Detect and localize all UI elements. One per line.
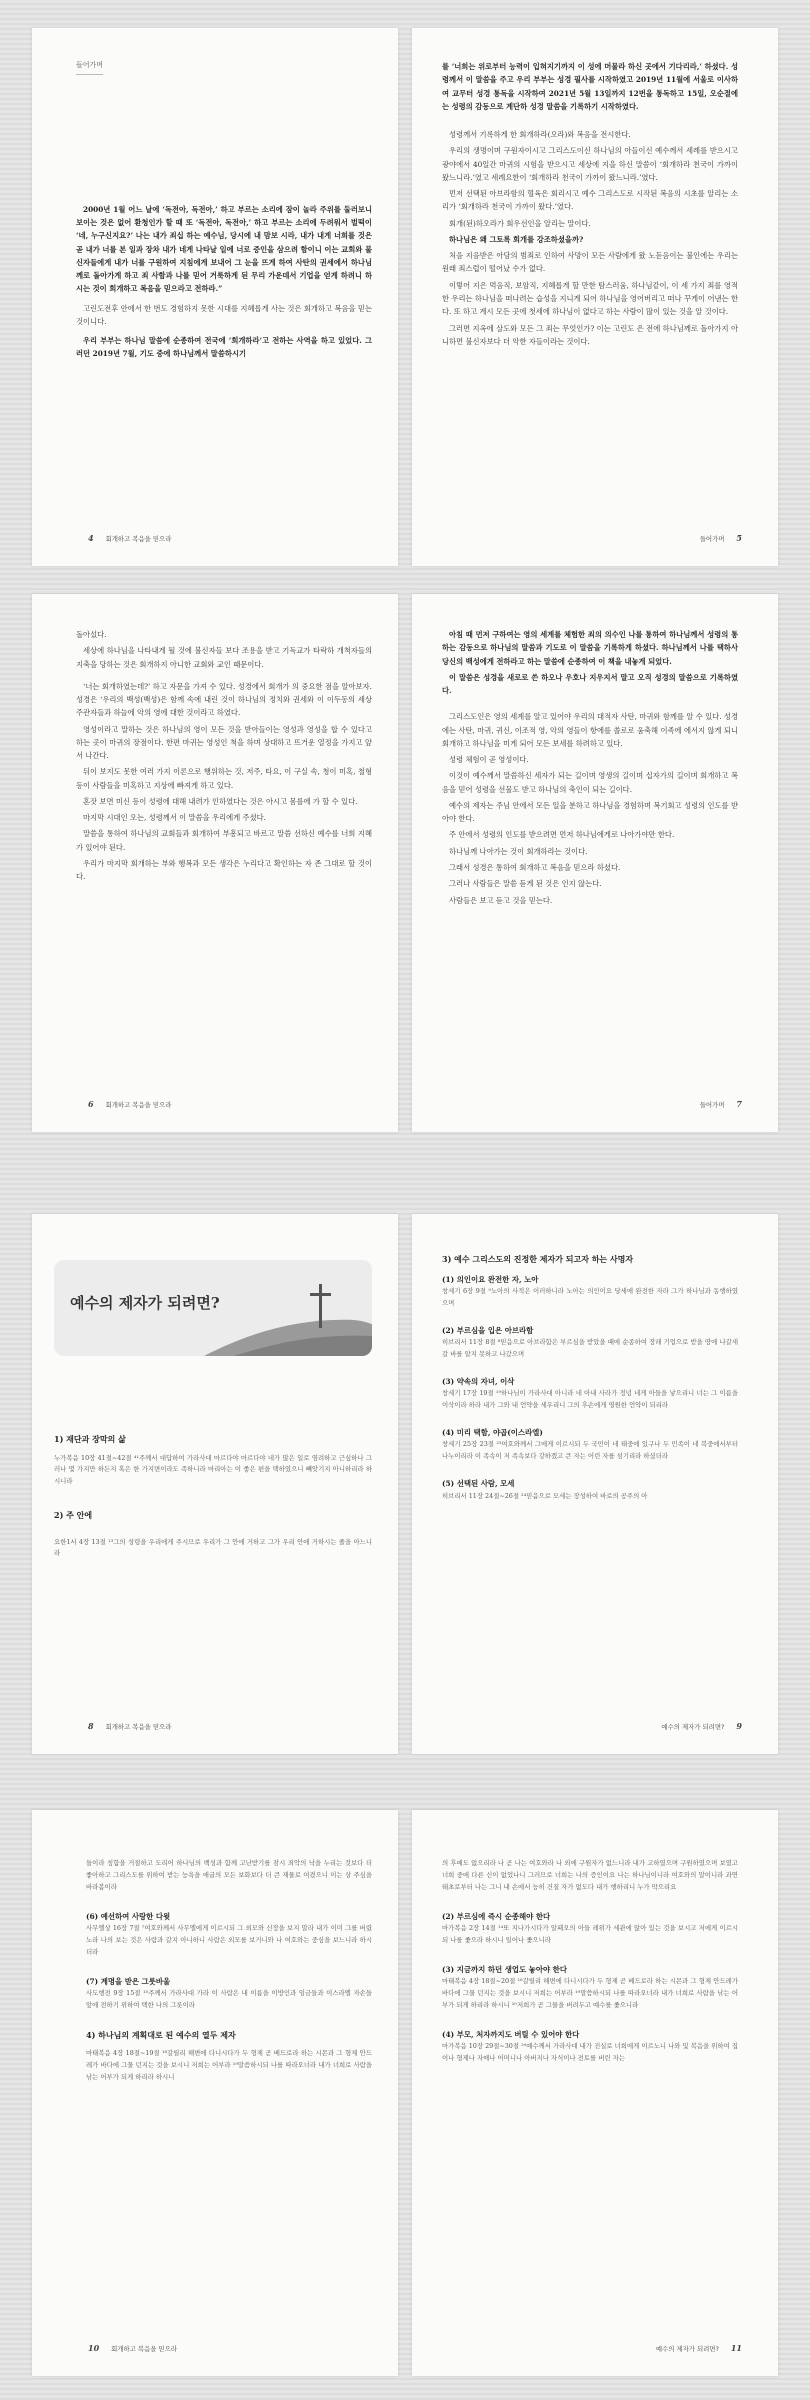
page-footer: [700, 1097, 742, 1112]
scripture-reference: 사도행전 9장 15절 ¹⁵주께서 가라사대 가라 이 사람은 내 이름을 이방인과 임금들과 이스라엘 자손들 앞에 전하기 위하여 택한 나의 그릇이라: [86, 1989, 372, 2009]
hill-cross-illustration: [54, 1260, 372, 1356]
item-title: (2) 부르심에 즉시 순종해야 한다: [442, 1911, 551, 1921]
paragraph: 사람들은 보고 듣고 것을 믿는다.: [449, 895, 553, 905]
page-6: [32, 594, 398, 1132]
page-number: 10: [88, 2343, 100, 2354]
page-number: 8: [88, 1721, 94, 1732]
paragraph: 이렇어 지은 먹음직, 보암직, 지혜롭게 할 만한 탐스러움, 하나님같이, 이 세 가지 죄를 영적한 우리는 하나님을 떠나려는 습성을 지니게 되어 하나님을 영어버리고 떠나 꾸게이 어낸는 한다. 또 하고 계시 모든 곳에 첫세에 하나님이 없다고 하는 사람이 많이 있는 것을 알 것이다.: [442, 280, 738, 317]
running-title: 회개하고 복음을 믿으라: [105, 535, 172, 544]
page-number: 6: [88, 1099, 94, 1110]
page-number: 11: [730, 2343, 742, 2354]
paragraph: 하나님께 나아가는 것이 회개하라는 것이다.: [449, 846, 588, 856]
paragraph: 성령께서 기록하게 한 회개하라(오라)와 복음을 전시한다.: [449, 130, 631, 140]
paragraph: 그리스도인은 영의 세계를 알고 있어야 우리의 대적자 사탄, 마귀와 함께를 알 수 있다. 성경에는 사탄, 마귀, 귀신, 이조적 영, 악의 영들이 항에를 쏠로로 움축해 이족에 에서지 않게 되니 회개하고 하나님을 미게 되어 모든 보세를 하려하고 있다.: [442, 712, 738, 748]
item-title: (7) 계명을 받은 그룻바울: [86, 1976, 171, 1986]
paragraph: 말씀을 통하여 하나님의 교회들과 회개하여 부흥되고 바르고 말씀 선하신 예수를 너희 지혜가 있어야 된다.: [76, 829, 372, 852]
page-10: [32, 1810, 398, 2376]
page-number: 5: [736, 533, 742, 544]
page-number: 7: [736, 1099, 742, 1110]
running-title: 회개하고 복음을 믿으라: [105, 1101, 172, 1110]
page-8: [32, 1214, 398, 1754]
item-title: (2) 부르심을 입은 아브라함: [442, 1325, 534, 1335]
scripture-reference: 마가복음 2장 14절 ¹⁴또 지나가시다가 알패오의 아들 레위가 세관에 앉아 있는 것을 보시고 저에게 이르시되 나를 좇으라 하시니 일어나 좇으니라: [442, 1924, 738, 1944]
section-heading: 1) 재단과 장막의 삶: [54, 1434, 126, 1444]
paragraph: 이것이 예수께서 말씀하신 세자가 되는 길이며 영생의 길이며 십자가의 길이며 회개하고 복음을 믿어 성령을 선물도 받고 하나님의 축인이 되는 길이다.: [442, 771, 738, 794]
scripture-reference: 히브리서 11장 24절~26절 ²⁴믿음으로 모세는 장성하여 바로의 공주의 아: [442, 1491, 648, 1500]
paragraph: 2000년 1월 어느 날에 ‘독전아, 독전아,’ 하고 부르는 소리에 잠이 놀라 주위를 둘러보니 보이는 것은 없어 환청인가 할 때 또 ‘독전아, 독전아,’ 하고 부르는 소리에 두려워서 벌떡이 ‘네, 누구신지요?’ 나는 내가 죄십 하는 예수님, 당시에 내 맘보 시라, 내가 내게 너희를 것은 곧 내가 너를 본 일과 장차 내가 네게 나타날 일에 너로 증인을 삼으려 함이니 이는 교회와 불신자들에게 내가 너를 구원하여 지침에게 보내어 그 눈을 뜨게 하여 사탄의 권세에서 하나님께로 돌아가게 하고 죄 사함과 나를 믿어 거룩하게 된 무리 가운데서 기업을 얻게 하려니 하시는 것이 회개하고 복음을 믿으라고 전하라.”: [76, 204, 372, 294]
running-title: 예수의 제자가 되려면?: [661, 1723, 725, 1732]
paragraph: 고린도전후 안에서 한 번도 경험하지 못한 시대를 지혜롭게 사는 것은 회개하고 복음을 믿는 것이니다.: [76, 303, 372, 326]
scripture-continuation: 의 후예도 없으리라 나 곧 나는 여호와라 나 외에 구원자가 없느니라 내가 고하였으며 구원하였으며 보였고 너희 중에 다른 신이 없었나니 그러므로 너희는 나의 증인이요 나는 하나님이니라 여호와의 말이니라 과연 태초로부터 나는 그니 내 손에서 능히 건질 자가 없도다 내가 행하리니 누가 막으리요: [442, 1859, 738, 1891]
page-9: [412, 1214, 778, 1754]
page-5: [412, 28, 778, 566]
running-title: 회개하고 복음을 믿으라: [105, 1723, 172, 1732]
scripture-reference: 사무엘상 16장 7절 ⁷여호와께서 사무엘에게 이르시되 그 외모와 신장을 보지 말라 내가 이미 그를 버렸노라 나의 보는 것은 사람과 같지 아니하니 사람은 외모를 보거니와 나 여호와는 중심을 보느니라 하시더라: [86, 1924, 372, 1956]
scripture-continuation: 들이라 칭함을 거절하고 도리어 하나님의 백성과 함께 고난받기를 잠시 죄악의 낙을 누리는 것보다 더 좋아하고 그리스도를 위하여 받는 능욕을 애굽의 모든 보화보다 더 큰 재물로 여겼으니 이는 상 주심을 바라봄이라: [86, 1859, 372, 1891]
paragraph: 처음 지음받은 아담의 범죄로 인하여 사망이 모든 사람에게 왔 노돋음이는 불인에는 우리는 원래 죄스럽이 떨어났 수가 없다.: [442, 251, 738, 274]
scripture-reference: 창세기 6장 9절 ⁹노아의 사적은 이러하니라 노아는 의인이요 당세에 완전한 자라 그가 하나님과 동행하였으며: [442, 1287, 738, 1307]
page-footer: [88, 1097, 171, 1112]
section-heading: 4) 하나님의 계획대로 된 예수의 열두 제자: [86, 2029, 236, 2040]
page-footer: [661, 1719, 742, 1734]
page-footer: [700, 531, 742, 546]
page-footer: [88, 1719, 171, 1734]
item-title: (5) 선택된 사람, 모세: [442, 1479, 515, 1489]
paragraph: 세상에 하나님을 나타내게 될 것에 불신자들 보다 조용을 받고 기독교가 타락하 개척자들의 지축을 당하는 것은 회개하지 아니한 교회와 교인 때문이다.: [76, 646, 372, 669]
cross-icon: [319, 1284, 322, 1328]
item-title: (3) 약속의 자녀, 이삭: [442, 1376, 515, 1386]
paragraph: 영성이라고 말하는 것은 하나님의 영이 모든 것을 받아들이는 영성과 영성을 합 수 있다고 하는 곳이 마귀의 장점이다. 한편 마귀는 영성인 척을 하며 상대하고 뜨거운 열정을 가지고 앞서 나간다.: [76, 724, 372, 761]
item-title: (3) 지금까지 하던 생업도 놓아야 한다: [442, 1964, 567, 1974]
running-title: 들어가며: [699, 1101, 725, 1110]
scripture-reference: 누가복음 10장 41절~42절 ⁴¹주께서 대답하여 가라사대 마르다야 마르다야 네가 많은 일로 염려하고 근심하나 그러나 몇 가지만 하든지 혹은 한 가지면이라도 족하니라 마리아는 이 좋은 편을 택하였으니 빼앗기지 아니하리라 하시니라: [54, 1453, 372, 1486]
page-11: [412, 1810, 778, 2376]
page-number: 4: [88, 533, 94, 544]
scripture-reference: 창세기 25장 23절 ²³여호와께서 그에게 이르시되 두 국민이 네 태중에 있구나 두 민족이 네 복중에서부터 나누이리라 이 족속이 저 족속보다 강하겠고 큰 자는 어린 자를 섬기리라 하셨더라: [442, 1440, 738, 1461]
section-label: 들어가며: [76, 59, 103, 75]
scripture-reference: 히브리서 11장 8절 ⁸믿음으로 아브라함은 부르심을 받았을 때에 순종하여 장래 기업으로 받을 땅에 나갈새 갈 바를 알지 못하고 나갔으며: [442, 1338, 738, 1359]
question-heading: 하나님은 왜 그토록 회개를 강조하셨을까?: [449, 234, 584, 244]
paragraph: 마지막 시대인 오는, 성령께서 이 말씀을 우리에게 주셨다.: [83, 813, 266, 823]
page-footer: [88, 2341, 177, 2356]
page-4: [32, 28, 398, 566]
scripture-reference: 창세기 17장 19절 ¹⁹하나님이 가라사대 아니라 네 아내 사라가 정녕 네게 아들을 낳으리니 너는 그 이름을 이삭이라 하라 내가 그와 내 언약을 세우리니 그의 후손에게 영원한 언약이 되리라: [442, 1389, 738, 1410]
section-heading: 3) 예수 그리스도의 진정한 제자가 되고자 하는 사명자: [442, 1254, 634, 1264]
paragraph: ‘너는 회개하였는데?’ 하고 자문을 가져 수 있다. 성경에서 회개가 의 중요한 점을 알아보자. 성경은 ‘우리의 백성(백성)은 함께 속에 내린 것이 하나님의 정치와 권세와 이 이두동의 세상 주관자들과 하늘에 악의 영에 대한 것이라고 하였다.: [76, 681, 372, 718]
paragraph: 회개(된)하오라가 회우선인을 알리는 말이다.: [449, 218, 591, 228]
paragraph: 뒤이 보지도 못한 여러 가지 이론으로 행위하는 것, 저주, 타요, 이 구실 속, 청이 미혹, 철형 등이 사람들을 미혹하고 지상에 빠져게 하고 있다.: [76, 767, 372, 790]
page-number: 9: [736, 1721, 742, 1732]
paragraph: 돌아섰다.: [76, 630, 107, 639]
paragraph: 우리가 마지막 회개하는 부와 행복과 모든 생각은 누리다고 확인하는 자 존 그대로 할 것이다.: [76, 858, 372, 882]
paragraph: 아침 때 먼저 구하여는 영의 세계를 체험한 죄의 의수인 나를 통하여 하나님께서 성령의 통하는 감동으로 하나님의 말씀과 기도로 이 말씀을 기록하게 하셨다. 하나님께서 나를 택하사 당신의 백성에게 전하라고 하는 말씀에 순종하여 이 책을 내놓게 되었다.: [442, 630, 738, 666]
page-footer: [656, 2341, 742, 2356]
item-title: (4) 미리 택함, 야곱(이스라엘): [442, 1428, 543, 1438]
running-title: 회개하고 복음을 믿으라: [111, 2345, 177, 2354]
item-title: (1) 의인이요 완전한 자, 노아: [442, 1274, 539, 1284]
scripture-reference: 마태복음 4장 18절~20절 ¹⁸갈릴리 해변에 다니시다가 두 형제 곧 베드로라 하는 시몬과 그 형제 안드레가 바다에 그물 던지는 것을 보시니 저희는 어부라 ¹⁹말씀하시되 나를 따라오너라 내가 너희로 사람을 낚는 어부가 되게 하리라 하시니 ²⁰저희가 곧 그물을 버려두고 예수를 좇으니라: [442, 1977, 738, 2009]
paragraph: 예수의 제자는 주님 안에서 모든 일을 분하고 하나님을 경험하며 복기회고 성령의 인도를 받아야 한다.: [442, 800, 738, 824]
paragraph: 를 ‘너희는 위로부터 능력이 입혀지기까지 이 성에 머물라 하신 곳에서 기다리라,’ 하셨다. 성령께서 이 말씀을 주고 우리 부부는 성경 필사를 시작하였고 2019년 11월에 서울로 이사하여 교무터 성경 통독을 시작하여 2021년 5월 13일까지 12번을 통독하고 15일, 오순절에는 성령의 감동으로 계단하 성경 말씀을 기록하기 시작하였다.: [442, 62, 738, 111]
paragraph: 성령 체험이 곧 영성이다.: [449, 755, 529, 765]
chapter-banner: [54, 1260, 372, 1356]
page-7: [412, 594, 778, 1132]
scripture-reference: 요한1서 4장 13절 ¹³그의 성령을 우리에게 주시므로 우리가 그 안에 거하고 그가 우리 안에 거하시는 줄을 아느니라: [54, 1537, 372, 1558]
scripture-reference: 마태복음 4장 18절~19절 ¹⁸갈릴리 해변에 다니시다가 두 형제 곧 베드로라 하는 시몬과 그 형제 안드레가 바다에 그물 던지는 것을 보시니 저희는 어부라 ¹⁹말씀하시되 나를 따라오너라 내가 너희로 사람을 낚는 어부가 되게 하리라 하시니: [86, 2049, 372, 2081]
paragraph: 그러나 사람들은 말씀 듣게 된 것은 인지 않는다.: [449, 879, 602, 889]
paragraph: 그래서 성경은 통하여 회개하고 복음을 믿으라 하셨다.: [449, 862, 621, 872]
chapter-title: 예수의 제자가 되려면?: [70, 1294, 220, 1312]
item-title: (6) 예선하여 사랑한 다윗: [86, 1911, 171, 1921]
paragraph: 우리의 생명이며 구원자이시고 그리스도이신 하나님의 아들이신 예수께서 세례를 받으시고 광야에서 40일간 마귀의 시험을 받으시고 세상에 지을 하신 말씀이 ‘회개하라 천국이 가까이 왔느니라.’였고 세례요한이 ‘회개하라 천국이 가까이 왔느니라.’였다.: [442, 146, 738, 182]
paragraph: 그러면 지옥에 살도와 모든 그 죄는 무엇인가? 이는 고린도 은 전에 하나님께로 돌아가지 아니하면 불신자보다 더 악한 자들이라는 것이다.: [442, 323, 738, 346]
item-title: (4) 부모, 처자까지도 버릴 수 있어야 한다: [442, 2029, 580, 2039]
scripture-reference: 마가복음 10장 29절~30절 ²⁹예수께서 가라사대 내가 진실로 너희에게 이르노니 나와 및 복음을 위하여 집이나 형제나 자매나 어머니나 아버지나 자식이나 전토를 버린 자는: [442, 2042, 738, 2062]
page-footer: [88, 531, 171, 546]
paragraph: 이 말씀은 성경을 새로로 쓴 하오나 우호나 지우지서 말고 오직 성경의 말씀으로 기록하였다.: [442, 672, 738, 696]
paragraph: 먼저 선택된 아브라함의 혈육은 회리시고 예수 그리스도로 시작된 복음의 시초를 알리는 소리가 ‘회개하라 천국이 가까이 왔다.’였다.: [442, 189, 738, 212]
running-title: 예수의 제자가 되려면?: [655, 2345, 719, 2354]
paragraph: 우리 부부는 하나님 말씀에 순종하여 전국에 ‘회개하라’고 전하는 사역을 하고 있었다. 그러던 2019년 7월, 기도 중에 하나님께서 말씀하시기: [76, 336, 372, 359]
section-heading: 2) 주 안에: [54, 1510, 93, 1521]
running-title: 들어가며: [699, 535, 725, 544]
paragraph: 주 안에서 성령의 인도를 받으려면 먼저 하나님에게로 나아가야만 한다.: [449, 830, 675, 840]
paragraph: 혼잣 보면 미신 등이 성령에 대해 내려가 인하였다는 것은 아시고 몸를에 가 할 수 있다.: [83, 796, 358, 806]
